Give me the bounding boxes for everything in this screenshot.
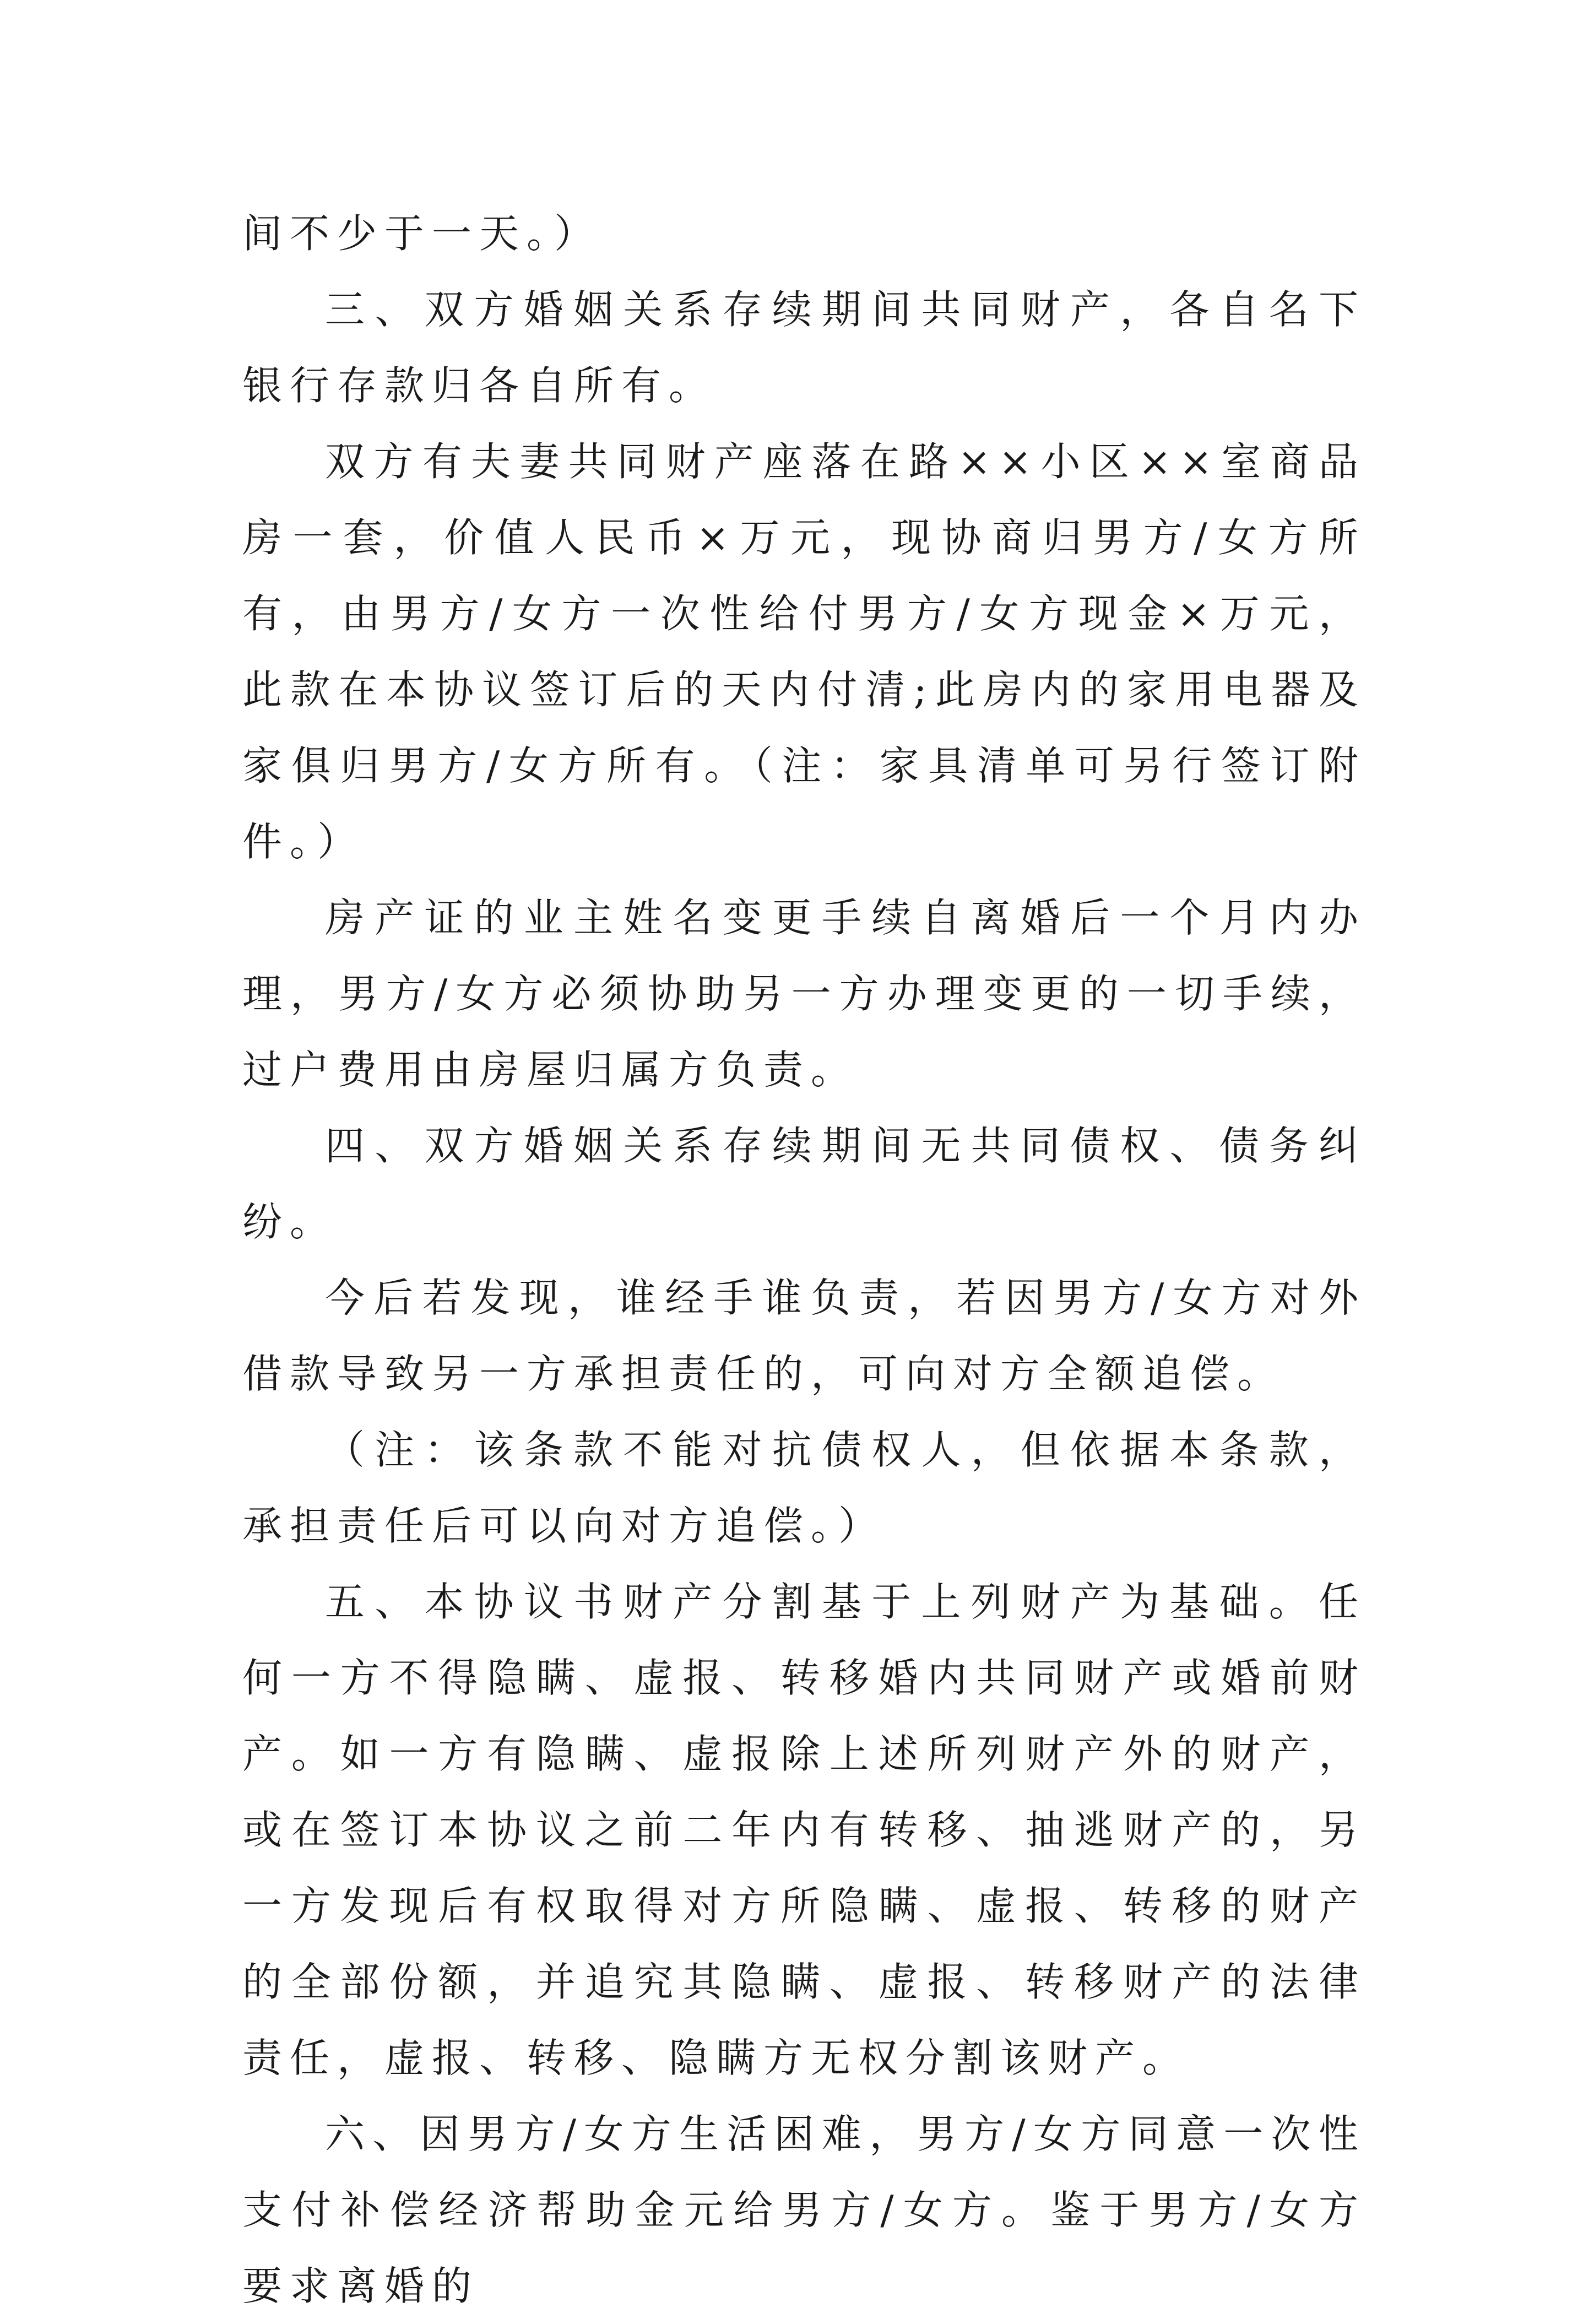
paragraph-clause-5: 五、本协议书财产分割基于上列财产为基础。任何一方不得隐瞒、虚报、转移婚内共同财产或婚前财产。如一方有隐瞒、虚报除上述所列财产外的财产，或在签订本协议之前二年内有转移、抽逃财产的，另一方发现后有权取得对方所隐瞒、虚报、转移的财产的全部份额，并追究其隐瞒、虚报、转移财产的法律责任，虚报、转移、隐瞒方无权分割该财产。: [242, 1579, 1366, 2081]
paragraph-clause-6: 六、因男方/女方生活困难，男方/女方同意一次性支付补偿经济帮助金元给男方/女方。鉴于男方/女方要求离婚的: [242, 2111, 1366, 2309]
paragraph-continuation: 间不少于一天。）: [242, 210, 602, 257]
paragraph-property-certificate: 房产证的业主姓名变更手续自离婚后一个月内办理，男方/女方必须协助另一方办理变更的一切手续，过户费用由房屋归属方负责。: [242, 895, 1366, 1093]
paragraph-debt-note: （注：该条款不能对抗债权人，但依据本条款，承担责任后可以向对方追偿。）: [242, 1427, 1366, 1549]
paragraph-debt-responsibility: 今后若发现，谁经手谁负责，若因男方/女方对外借款导致另一方承担责任的，可向对方全额追偿。: [242, 1275, 1366, 1397]
document-body: [242, 196, 1366, 2324]
paragraph-property-house: 双方有夫妻共同财产座落在路××小区××室商品房一套，价值人民币×万元，现协商归男方/女方所有，由男方/女方一次性给付男方/女方现金×万元，此款在本协议签订后的天内付清;此房内的家用电器及家俱归男方/女方所有。（注：家具清单可另行签订附件。）: [242, 438, 1366, 865]
paragraph-clause-3: 三、双方婚姻关系存续期间共同财产，各自名下银行存款归各自所有。: [242, 286, 1366, 409]
paragraph-clause-4: 四、双方婚姻关系存续期间无共同债权、债务纠纷。: [242, 1123, 1366, 1245]
